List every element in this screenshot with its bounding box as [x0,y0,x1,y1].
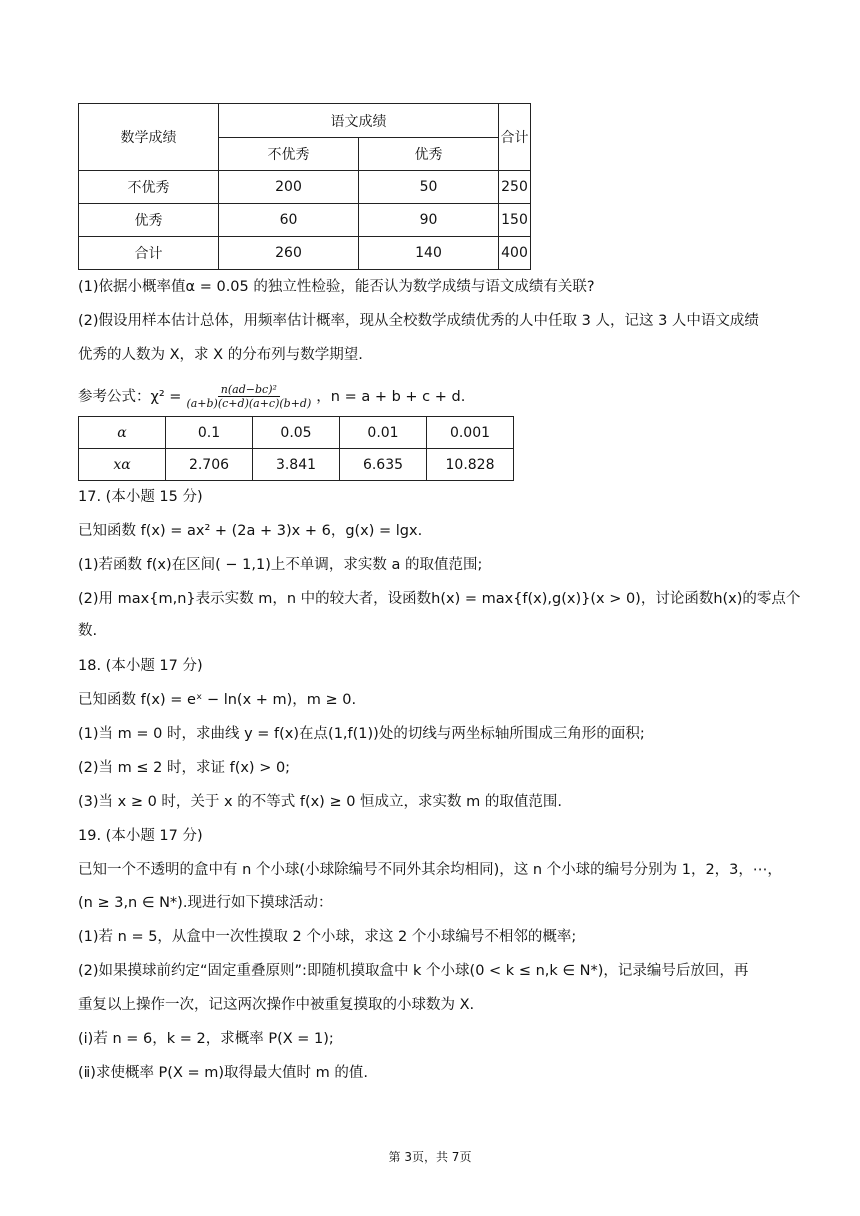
q18-title: 18. (本小题 17 分) [78,658,203,674]
critical-value-table [78,416,514,481]
table-cell: 0.05 [253,417,340,449]
table-row [79,237,531,270]
q17-line1: 已知函数 f(x) = ax² + (2a + 3)x + 6，g(x) = lgx. [78,523,423,539]
table-row [79,171,531,204]
q18-line2: (1)当 m = 0 时，求曲线 y = f(x)在点(1,f(1))处的切线与两坐标轴所围成三角形的面积; [78,726,645,742]
q16-part1: (1)依据小概率值α = 0.05 的独立性检验，能否认为数学成绩与语文成绩有关联? [78,279,595,295]
row-label-cell: xα [79,449,166,481]
table-cell: 90 [359,204,499,237]
row-header-cell: 数学成绩 [79,104,219,171]
formula-prefix: 参考公式：χ² = [78,388,182,405]
chi-square-fraction [183,383,314,410]
col-header-cell: 优秀 [359,138,499,171]
table-row [79,204,531,237]
row-label-cell: 合计 [79,237,219,270]
q19-line7: (ⅱ)求使概率 P(X = m)取得最大值时 m 的值. [78,1065,368,1081]
table-cell: 0.001 [427,417,514,449]
total-header-cell: 合计 [499,104,531,171]
table-cell: 60 [219,204,359,237]
table-cell: 200 [219,171,359,204]
table-cell: 0.01 [340,417,427,449]
q16-part2-line1: (2)假设用样本估计总体，用频率估计概率，现从全校数学成绩优秀的人中任取 3 人，记这 3 人中语文成绩 [78,313,759,329]
q16-part2-line2: 优秀的人数为 X，求 X 的分布列与数学期望. [78,347,363,363]
q19-title: 19. (本小题 17 分) [78,828,203,844]
table-cell: 3.841 [253,449,340,481]
q18-line3: (2)当 m ≤ 2 时，求证 f(x) > 0; [78,760,291,776]
formula-denominator: (a+b)(c+d)(a+c)(b+d) [186,397,312,410]
formula-suffix: ，n = a + b + c + d. [316,388,466,405]
table-cell: 250 [499,171,531,204]
q19-line6: (ⅰ)若 n = 6，k = 2，求概率 P(X = 1); [78,1031,334,1047]
col-header-cell: 不优秀 [219,138,359,171]
table-cell: 10.828 [427,449,514,481]
q17-line2: (1)若函数 f(x)在区间( − 1,1)上不单调，求实数 a 的取值范围; [78,557,483,573]
table-cell: 50 [359,171,499,204]
group-header-cell: 语文成绩 [219,104,499,138]
contingency-table [78,103,531,270]
q19-line2: (n ≥ 3,n ∈ N*).现进行如下摸球活动： [78,895,333,911]
q19-line3: (1)若 n = 5，从盒中一次性摸取 2 个小球，求这 2 个小球编号不相邻的概率; [78,929,577,945]
q18-line4: (3)当 x ≥ 0 时，关于 x 的不等式 f(x) ≥ 0 恒成立，求实数 m 的取值范围. [78,794,562,810]
q18-line1: 已知函数 f(x) = eˣ − ln(x + m)，m ≥ 0. [78,692,357,708]
formula-numerator: n(ad−bc)² [218,383,280,397]
q19-line4: (2)如果摸球前约定“固定重叠原则”:即随机摸取盒中 k 个小球(0 < k ≤ n,k ∈ N*)，记录编号后放回，再 [78,963,749,979]
page-footer: 第 3页，共 7页 [388,1150,472,1164]
table-row [79,417,514,449]
row-label-cell: 不优秀 [79,171,219,204]
reference-formula [78,383,465,410]
q19-line5: 重复以上操作一次，记这两次操作中被重复摸取的小球数为 X. [78,997,475,1013]
table-row [79,449,514,481]
q17-line4: 数. [78,623,98,639]
table-cell: 0.1 [166,417,253,449]
q17-title: 17. (本小题 15 分) [78,489,203,505]
row-label-cell: 优秀 [79,204,219,237]
q19-line1: 已知一个不透明的盒中有 n 个小球(小球除编号不同外其余均相同)，这 n 个小球的编号分别为 1，2，3，⋯， [78,862,782,878]
table-cell: 140 [359,237,499,270]
table-cell: 400 [499,237,531,270]
q17-line3: (2)用 max{m,n}表示实数 m，n 中的较大者，设函数h(x) = max{f(x),g(x)}(x > 0)，讨论函数h(x)的零点个 [78,591,801,607]
row-label-cell: α [79,417,166,449]
table-cell: 2.706 [166,449,253,481]
table-cell: 6.635 [340,449,427,481]
table-cell: 260 [219,237,359,270]
table-cell: 150 [499,204,531,237]
